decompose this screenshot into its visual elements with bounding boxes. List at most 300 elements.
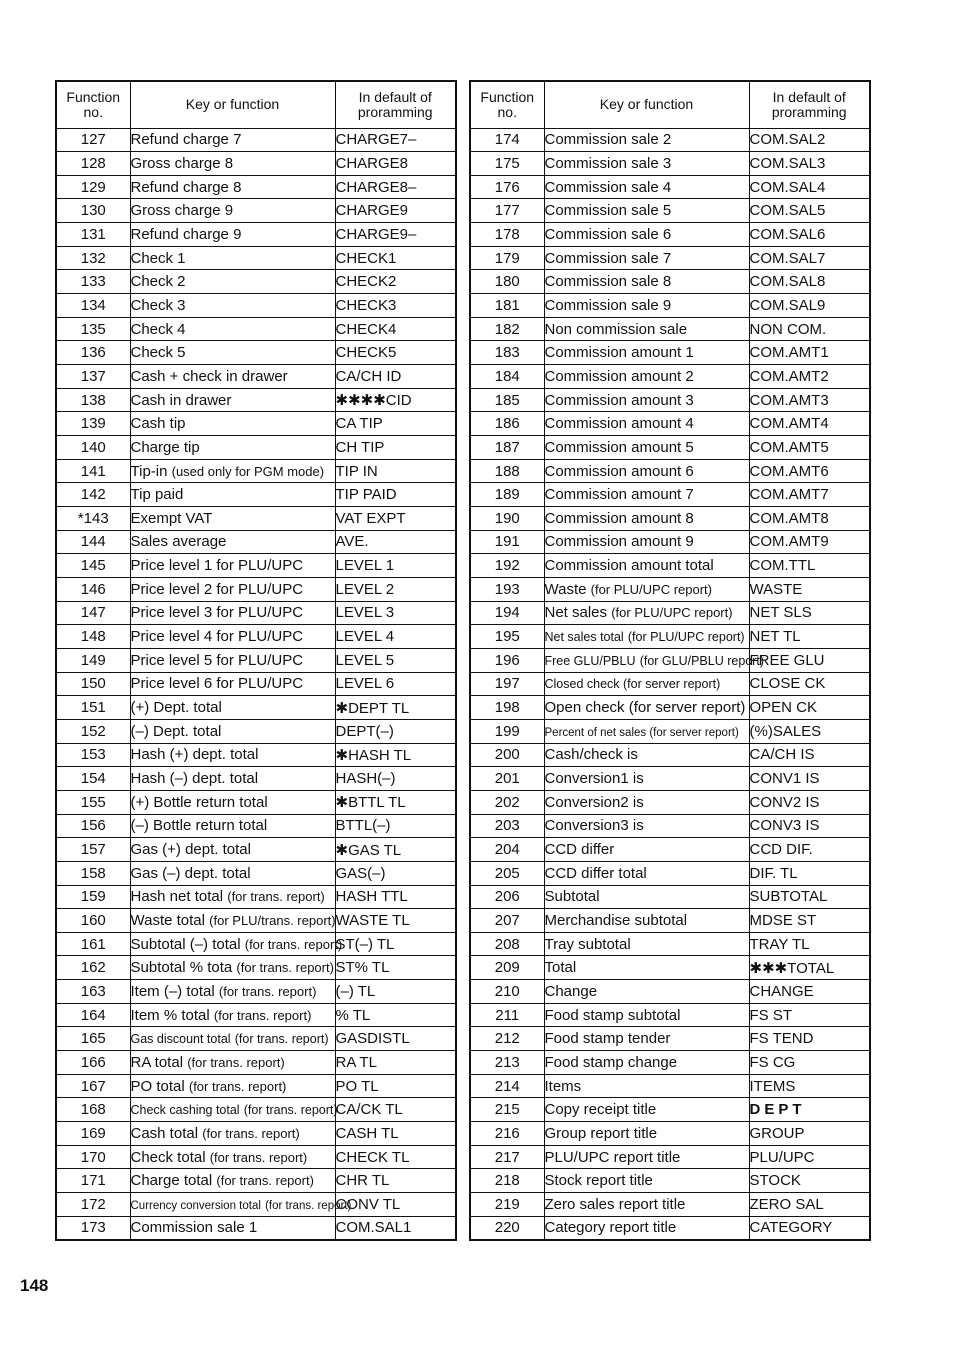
header-default: In default of proramming bbox=[749, 81, 870, 128]
default-value-cell: ✱✱✱✱CID bbox=[335, 388, 456, 412]
default-value-cell: CHARGE8 bbox=[335, 152, 456, 176]
key-function-label: Commission sale 3 bbox=[544, 154, 672, 172]
key-function-label: Category report title bbox=[544, 1219, 677, 1237]
default-value-cell: COM.SAL8 bbox=[749, 270, 870, 294]
header-function-no: Function no. bbox=[470, 81, 544, 128]
key-function-label: Copy receipt title bbox=[544, 1101, 657, 1119]
table-row bbox=[56, 1216, 456, 1240]
table-row bbox=[56, 317, 456, 341]
default-value-cell: CONV3 IS bbox=[749, 814, 870, 838]
key-function-cell bbox=[544, 554, 749, 578]
key-function-label: Commission amount 1 bbox=[544, 344, 694, 362]
table-row bbox=[56, 909, 456, 933]
key-function-cell bbox=[130, 767, 335, 791]
report-note: (for trans. report) bbox=[234, 1032, 329, 1047]
default-value-cell: CHARGE9– bbox=[335, 223, 456, 247]
default-value-cell: OPEN CK bbox=[749, 696, 870, 720]
key-function-label: Check 3 bbox=[130, 296, 186, 314]
table-row bbox=[56, 175, 456, 199]
function-no-cell: 201 bbox=[470, 767, 544, 791]
key-function-cell bbox=[130, 1122, 335, 1146]
table-body bbox=[56, 128, 456, 1240]
key-function-cell bbox=[544, 1122, 749, 1146]
key-function-cell bbox=[130, 459, 335, 483]
key-function-label: Charge tip bbox=[130, 438, 200, 456]
key-function-label: Cash/check is bbox=[544, 746, 638, 764]
key-function-label: Commission amount 4 bbox=[544, 415, 694, 433]
function-no-cell: 193 bbox=[470, 577, 544, 601]
function-no-cell: 158 bbox=[56, 861, 130, 885]
default-value-cell: NET SLS bbox=[749, 601, 870, 625]
function-no-cell: 157 bbox=[56, 838, 130, 862]
function-no-cell: 148 bbox=[56, 625, 130, 649]
report-note: (for PLU/UPC report) bbox=[611, 605, 733, 621]
default-value-cell: LEVEL 4 bbox=[335, 625, 456, 649]
default-value-cell: PO TL bbox=[335, 1074, 456, 1098]
function-no-cell: 180 bbox=[470, 270, 544, 294]
key-function-label: Tip-in bbox=[130, 462, 168, 480]
key-function-label: Percent of net sales (for server report) bbox=[544, 726, 739, 739]
table-row bbox=[56, 1051, 456, 1075]
key-function-label: Commission sale 8 bbox=[544, 273, 672, 291]
default-value-cell: COM.SAL4 bbox=[749, 175, 870, 199]
key-function-cell bbox=[130, 246, 335, 270]
function-no-cell: 153 bbox=[56, 743, 130, 767]
function-no-cell: 135 bbox=[56, 317, 130, 341]
default-value-cell: TIP PAID bbox=[335, 483, 456, 507]
table-row bbox=[56, 932, 456, 956]
function-no-cell: 210 bbox=[470, 980, 544, 1004]
key-function-label: (+) Dept. total bbox=[130, 699, 222, 717]
key-function-cell bbox=[130, 365, 335, 389]
function-no-cell: 131 bbox=[56, 223, 130, 247]
key-function-cell bbox=[130, 412, 335, 436]
function-no-cell: 200 bbox=[470, 743, 544, 767]
default-value-cell: GASDISTL bbox=[335, 1027, 456, 1051]
table-row bbox=[56, 223, 456, 247]
default-value-cell: CCD DIF. bbox=[749, 838, 870, 862]
function-no-cell: 192 bbox=[470, 554, 544, 578]
key-function-label: Gas (–) dept. total bbox=[130, 864, 251, 882]
key-function-label: CCD differ bbox=[544, 841, 615, 859]
default-value-cell: CONV2 IS bbox=[749, 790, 870, 814]
table-row bbox=[56, 507, 456, 531]
default-value-cell: CH TIP bbox=[335, 436, 456, 460]
function-no-cell: 202 bbox=[470, 790, 544, 814]
key-function-cell bbox=[544, 365, 749, 389]
key-function-label: Conversion2 is bbox=[544, 793, 644, 811]
key-function-cell bbox=[130, 838, 335, 862]
table-row bbox=[56, 885, 456, 909]
default-value-cell: VAT EXPT bbox=[335, 507, 456, 531]
key-function-label: Cash + check in drawer bbox=[130, 367, 288, 385]
key-function-cell bbox=[130, 341, 335, 365]
table-row bbox=[56, 767, 456, 791]
key-function-label: Commission amount 3 bbox=[544, 391, 694, 409]
function-no-cell: 140 bbox=[56, 436, 130, 460]
key-function-cell bbox=[130, 507, 335, 531]
key-function-label: Commission sale 7 bbox=[544, 249, 672, 267]
key-function-cell bbox=[130, 436, 335, 460]
function-no-cell: 127 bbox=[56, 128, 130, 152]
default-value-cell: NET TL bbox=[749, 625, 870, 649]
key-function-label: Item % total bbox=[130, 1006, 210, 1024]
key-function-cell bbox=[544, 152, 749, 176]
default-value-cell: COM.TTL bbox=[749, 554, 870, 578]
key-function-cell bbox=[130, 152, 335, 176]
header-default: In default of proramming bbox=[335, 81, 456, 128]
key-function-cell bbox=[544, 601, 749, 625]
function-no-cell: 173 bbox=[56, 1216, 130, 1240]
key-function-cell bbox=[544, 270, 749, 294]
table-row bbox=[470, 1145, 870, 1169]
key-function-cell bbox=[544, 128, 749, 152]
key-function-label: Check cashing total bbox=[130, 1103, 240, 1118]
table-row bbox=[56, 648, 456, 672]
table-row bbox=[470, 1027, 870, 1051]
function-no-cell: 146 bbox=[56, 577, 130, 601]
key-function-cell bbox=[130, 909, 335, 933]
key-function-cell bbox=[130, 294, 335, 318]
default-value-cell: CA/CH IS bbox=[749, 743, 870, 767]
default-value-cell: COM.SAL7 bbox=[749, 246, 870, 270]
table-row bbox=[56, 436, 456, 460]
table-row bbox=[470, 436, 870, 460]
default-value-cell: SUBTOTAL bbox=[749, 885, 870, 909]
key-function-label: Check 5 bbox=[130, 344, 186, 362]
table-row bbox=[56, 341, 456, 365]
table-row bbox=[470, 625, 870, 649]
default-value-cell: HASH(–) bbox=[335, 767, 456, 791]
default-value-cell: COM.SAL2 bbox=[749, 128, 870, 152]
default-value-cell: FS TEND bbox=[749, 1027, 870, 1051]
key-function-label: Subtotal % tota bbox=[130, 959, 233, 977]
default-value-cell: CHECK5 bbox=[335, 341, 456, 365]
key-function-label: Cash total bbox=[130, 1124, 199, 1142]
table-row bbox=[56, 743, 456, 767]
table-row bbox=[56, 980, 456, 1004]
table-row bbox=[470, 838, 870, 862]
table-row bbox=[470, 980, 870, 1004]
table-row bbox=[470, 577, 870, 601]
key-function-cell bbox=[130, 1003, 335, 1027]
table-row bbox=[56, 814, 456, 838]
key-function-label: PO total bbox=[130, 1077, 189, 1095]
function-no-cell: *143 bbox=[56, 507, 130, 531]
key-function-cell bbox=[130, 554, 335, 578]
table-row bbox=[56, 1193, 456, 1217]
key-function-label: Currency conversion total bbox=[130, 1199, 261, 1212]
key-function-cell bbox=[130, 199, 335, 223]
key-function-cell bbox=[544, 696, 749, 720]
key-function-label: Item (–) total bbox=[130, 982, 215, 1000]
key-function-label: Conversion1 is bbox=[544, 770, 644, 788]
function-no-cell: 142 bbox=[56, 483, 130, 507]
table-row bbox=[56, 1098, 456, 1122]
default-value-cell: CHARGE7– bbox=[335, 128, 456, 152]
report-note: (for PLU/UPC report) bbox=[627, 630, 745, 645]
table-row bbox=[56, 152, 456, 176]
function-no-cell: 168 bbox=[56, 1098, 130, 1122]
key-function-label: RA total bbox=[130, 1053, 184, 1071]
table-row bbox=[56, 577, 456, 601]
key-function-cell bbox=[130, 814, 335, 838]
default-value-cell: (–) TL bbox=[335, 980, 456, 1004]
key-function-label: Price level 3 for PLU/UPC bbox=[130, 604, 304, 622]
key-function-label: Waste total bbox=[130, 911, 205, 929]
function-no-cell: 162 bbox=[56, 956, 130, 980]
key-function-label: Price level 2 for PLU/UPC bbox=[130, 580, 304, 598]
key-function-cell bbox=[130, 270, 335, 294]
default-value-cell: FS ST bbox=[749, 1003, 870, 1027]
table-row bbox=[470, 1169, 870, 1193]
key-function-label: Check total bbox=[130, 1148, 210, 1166]
function-no-cell: 130 bbox=[56, 199, 130, 223]
table-row bbox=[470, 483, 870, 507]
default-value-cell: COM.AMT3 bbox=[749, 388, 870, 412]
key-function-label: Conversion3 is bbox=[544, 817, 644, 835]
key-function-label: Price level 4 for PLU/UPC bbox=[130, 628, 304, 646]
key-function-cell bbox=[130, 1051, 335, 1075]
table-row bbox=[56, 1027, 456, 1051]
function-no-cell: 174 bbox=[470, 128, 544, 152]
default-value-cell: RA TL bbox=[335, 1051, 456, 1075]
function-no-cell: 161 bbox=[56, 932, 130, 956]
default-value-cell: (%)SALES bbox=[749, 719, 870, 743]
key-function-cell bbox=[130, 1193, 352, 1217]
table-row bbox=[56, 1003, 456, 1027]
function-no-cell: 163 bbox=[56, 980, 130, 1004]
key-function-label: Hash net total bbox=[130, 888, 224, 906]
table-row bbox=[470, 719, 870, 743]
key-function-cell bbox=[544, 459, 749, 483]
default-value-cell: LEVEL 6 bbox=[335, 672, 456, 696]
default-value-cell: CONV TL bbox=[335, 1193, 456, 1217]
table-row bbox=[470, 1074, 870, 1098]
table-row bbox=[470, 885, 870, 909]
key-function-label: Merchandise subtotal bbox=[544, 911, 688, 929]
key-function-label: Commission amount 7 bbox=[544, 486, 694, 504]
default-value-cell: CHR TL bbox=[335, 1169, 456, 1193]
table-row bbox=[56, 530, 456, 554]
key-function-label: Hash (–) dept. total bbox=[130, 770, 259, 788]
table-row bbox=[470, 1216, 870, 1240]
default-value-cell: MDSE ST bbox=[749, 909, 870, 933]
function-no-cell: 134 bbox=[56, 294, 130, 318]
key-function-label: Price level 5 for PLU/UPC bbox=[130, 651, 304, 669]
default-value-cell: WASTE TL bbox=[335, 909, 456, 933]
table-row bbox=[470, 341, 870, 365]
function-no-cell: 189 bbox=[470, 483, 544, 507]
key-function-label: Commission amount 9 bbox=[544, 533, 694, 551]
key-function-cell bbox=[130, 1145, 335, 1169]
table-row bbox=[470, 317, 870, 341]
function-no-cell: 220 bbox=[470, 1216, 544, 1240]
key-function-label: (–) Dept. total bbox=[130, 722, 222, 740]
key-function-label: Free GLU/PBLU bbox=[544, 653, 636, 668]
table-row bbox=[470, 294, 870, 318]
table-row bbox=[470, 932, 870, 956]
report-note: (for PLU/trans. report) bbox=[209, 912, 336, 928]
table-body bbox=[470, 128, 870, 1240]
key-function-cell bbox=[544, 246, 749, 270]
table-row bbox=[470, 365, 870, 389]
key-function-label: Refund charge 8 bbox=[130, 178, 242, 196]
default-value-cell: COM.SAL3 bbox=[749, 152, 870, 176]
key-function-label: Zero sales report title bbox=[544, 1195, 686, 1213]
function-no-cell: 194 bbox=[470, 601, 544, 625]
key-function-cell bbox=[130, 223, 335, 247]
table-row bbox=[56, 294, 456, 318]
table-row bbox=[470, 696, 870, 720]
key-function-cell bbox=[130, 625, 335, 649]
default-value-cell: COM.AMT7 bbox=[749, 483, 870, 507]
key-function-cell bbox=[544, 507, 749, 531]
key-function-label: Commission amount 2 bbox=[544, 367, 694, 385]
table-row bbox=[470, 223, 870, 247]
function-no-cell: 211 bbox=[470, 1003, 544, 1027]
default-value-cell: BTTL(–) bbox=[335, 814, 456, 838]
key-function-cell bbox=[130, 980, 335, 1004]
key-function-cell bbox=[544, 885, 749, 909]
key-function-cell bbox=[544, 483, 749, 507]
key-function-label: PLU/UPC report title bbox=[544, 1148, 681, 1166]
function-no-cell: 213 bbox=[470, 1051, 544, 1075]
function-no-cell: 171 bbox=[56, 1169, 130, 1193]
default-value-cell: CHECK4 bbox=[335, 317, 456, 341]
key-function-label: Gross charge 9 bbox=[130, 202, 234, 220]
function-no-cell: 150 bbox=[56, 672, 130, 696]
table-row bbox=[470, 790, 870, 814]
key-function-label: Sales average bbox=[130, 533, 227, 551]
key-function-label: Waste bbox=[544, 580, 587, 598]
default-value-cell: CHECK TL bbox=[335, 1145, 456, 1169]
key-function-label: Commission sale 6 bbox=[544, 225, 672, 243]
key-function-cell bbox=[544, 956, 749, 980]
key-function-cell bbox=[130, 956, 335, 980]
function-no-cell: 145 bbox=[56, 554, 130, 578]
key-function-cell bbox=[544, 388, 749, 412]
key-function-cell bbox=[544, 317, 749, 341]
function-no-cell: 203 bbox=[470, 814, 544, 838]
key-function-cell bbox=[544, 1193, 749, 1217]
key-function-cell bbox=[544, 199, 749, 223]
table-row bbox=[56, 672, 456, 696]
key-function-cell bbox=[544, 175, 749, 199]
key-function-label: Refund charge 7 bbox=[130, 131, 242, 149]
key-function-label: CCD differ total bbox=[544, 864, 647, 882]
table-row bbox=[470, 909, 870, 933]
report-note: (for trans. report) bbox=[265, 1199, 352, 1212]
key-function-cell bbox=[544, 341, 749, 365]
function-no-cell: 151 bbox=[56, 696, 130, 720]
table-header-row bbox=[56, 81, 456, 128]
key-function-cell bbox=[544, 861, 749, 885]
table-row bbox=[470, 814, 870, 838]
default-value-cell: CLOSE CK bbox=[749, 672, 870, 696]
key-function-cell bbox=[544, 1074, 749, 1098]
default-value-cell: CONV1 IS bbox=[749, 767, 870, 791]
function-no-cell: 219 bbox=[470, 1193, 544, 1217]
key-function-label: (–) Bottle return total bbox=[130, 817, 268, 835]
function-no-cell: 144 bbox=[56, 530, 130, 554]
table-row bbox=[56, 388, 456, 412]
key-function-label: Tip paid bbox=[130, 486, 184, 504]
page-number: 148 bbox=[20, 1276, 49, 1295]
function-no-cell: 204 bbox=[470, 838, 544, 862]
table-row bbox=[56, 956, 456, 980]
key-function-cell bbox=[130, 1027, 335, 1051]
default-value-cell: CHANGE bbox=[749, 980, 870, 1004]
key-function-label: Food stamp subtotal bbox=[544, 1006, 681, 1024]
function-no-cell: 147 bbox=[56, 601, 130, 625]
table-row bbox=[56, 483, 456, 507]
table-row bbox=[470, 672, 870, 696]
key-function-cell bbox=[130, 128, 335, 152]
default-value-cell: LEVEL 5 bbox=[335, 648, 456, 672]
key-function-label: Stock report title bbox=[544, 1172, 653, 1190]
default-value-cell: COM.SAL9 bbox=[749, 294, 870, 318]
table-row bbox=[470, 1098, 870, 1122]
default-value-cell: COM.AMT4 bbox=[749, 412, 870, 436]
function-no-cell: 128 bbox=[56, 152, 130, 176]
table-row bbox=[470, 1122, 870, 1146]
default-value-cell: ST(–) TL bbox=[335, 932, 456, 956]
key-function-cell bbox=[130, 790, 335, 814]
function-no-cell: 132 bbox=[56, 246, 130, 270]
key-function-label: Price level 1 for PLU/UPC bbox=[130, 557, 304, 575]
default-value-cell: FS CG bbox=[749, 1051, 870, 1075]
function-no-cell: 216 bbox=[470, 1122, 544, 1146]
default-value-cell: CASH TL bbox=[335, 1122, 456, 1146]
key-function-cell bbox=[544, 932, 749, 956]
table-row bbox=[470, 246, 870, 270]
report-note: (used only for PGM mode) bbox=[171, 463, 325, 479]
key-function-cell bbox=[130, 175, 335, 199]
function-no-cell: 184 bbox=[470, 365, 544, 389]
table-row bbox=[56, 459, 456, 483]
table-row bbox=[56, 719, 456, 743]
table-row bbox=[470, 767, 870, 791]
key-function-cell bbox=[544, 577, 749, 601]
default-value-cell: STOCK bbox=[749, 1169, 870, 1193]
key-function-cell bbox=[544, 1027, 749, 1051]
key-function-label: Cash tip bbox=[130, 415, 186, 433]
default-value-cell: ✱HASH TL bbox=[335, 743, 456, 767]
function-no-cell: 190 bbox=[470, 507, 544, 531]
key-function-cell bbox=[130, 1169, 335, 1193]
table-row bbox=[56, 861, 456, 885]
key-function-label: Closed check (for server report) bbox=[544, 677, 721, 692]
function-no-cell: 181 bbox=[470, 294, 544, 318]
default-value-cell: DEPT bbox=[749, 1098, 870, 1122]
table-row bbox=[56, 790, 456, 814]
key-function-cell bbox=[544, 767, 749, 791]
key-function-cell bbox=[130, 672, 335, 696]
default-value-cell: NON COM. bbox=[749, 317, 870, 341]
table-row bbox=[56, 1145, 456, 1169]
table-row bbox=[56, 128, 456, 152]
function-no-cell: 199 bbox=[470, 719, 544, 743]
key-function-label: Commission amount total bbox=[544, 557, 714, 575]
table-row bbox=[56, 1074, 456, 1098]
default-value-cell: WASTE bbox=[749, 577, 870, 601]
function-no-cell: 165 bbox=[56, 1027, 130, 1051]
key-function-cell bbox=[130, 1074, 335, 1098]
function-no-cell: 154 bbox=[56, 767, 130, 791]
function-no-cell: 169 bbox=[56, 1122, 130, 1146]
key-function-label: Commission amount 5 bbox=[544, 438, 694, 456]
